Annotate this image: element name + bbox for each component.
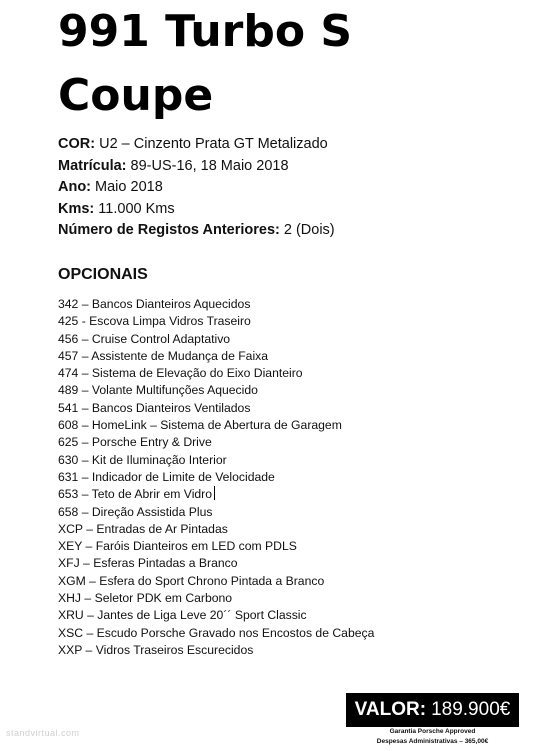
option-item: 342 – Bancos Dianteiros Aquecidos: [58, 297, 251, 311]
spec-color: [58, 134, 528, 156]
spec-value: 11.000 Kms: [94, 200, 175, 217]
title-line-1: 991 Turbo S: [58, 6, 353, 57]
option-item: 457 – Assistente de Mudança de Faixa: [58, 348, 269, 363]
spec-key: Kms:: [58, 200, 95, 217]
spec-key: Ano:: [58, 179, 92, 195]
title-line-2: Coupe: [58, 70, 214, 121]
option-item: XRU – Jantes de Liga Leve 20´´ Sport Classic: [58, 608, 307, 623]
spec-year: [58, 177, 528, 199]
option-item-text: 653 – Teto de Abrir em Vidro: [58, 487, 213, 502]
price-footnotes: [346, 727, 519, 747]
option-item: 425 - Escova Limpa Vidros Traseiro: [58, 314, 251, 329]
option-item: 631 – Indicador de Limite de Velocidade: [58, 469, 275, 484]
option-item: 541 – Bancos Dianteiros Ventilados: [58, 400, 251, 415]
option-item: XHJ – Seletor PDK em Carbono: [58, 591, 233, 606]
spec-value: 89-US-16, 18 Maio 2018: [126, 157, 289, 174]
spec-value: Maio 2018: [91, 179, 163, 195]
options-list: [58, 296, 374, 659]
option-item: XGM – Esfera do Sport Chrono Pintada a Branco: [58, 573, 325, 588]
spec-mileage: [58, 199, 528, 221]
option-item: 608 – HomeLink – Sistema de Abertura de Garagem: [58, 418, 342, 433]
spec-value: U2 – Cinzento Prata GT Metalizado: [95, 136, 328, 152]
text-cursor: [214, 486, 215, 500]
spec-key: Número de Registos Anteriores:: [58, 222, 280, 238]
option-item: 625 – Porsche Entry & Drive: [58, 435, 212, 450]
option-item: 630 – Kit de Iluminação Interior: [58, 452, 227, 467]
spec-registration: [58, 156, 528, 178]
option-item: [58, 486, 374, 503]
option-item: 456 – Cruise Control Adaptativo: [58, 331, 231, 346]
option-item: XCP – Entradas de Ar Pintadas: [58, 521, 228, 536]
price-amount: 189.900€: [431, 699, 511, 720]
spec-previous-owners: [58, 220, 528, 242]
option-item: XSC – Escudo Porsche Gravado nos Encostos de Cabeça: [58, 625, 375, 640]
option-item: 489 – Volante Multifunções Aquecido: [58, 383, 258, 398]
option-item: XXP – Vidros Traseiros Escurecidos: [58, 642, 254, 657]
admin-fees-note: Despesas Administrativas – 365,00€: [376, 738, 489, 745]
option-item: 658 – Direção Assistida Plus: [58, 504, 213, 519]
specs-block: [58, 134, 528, 242]
option-item: 474 – Sistema de Elevação do Eixo Dianteiro: [58, 366, 303, 381]
option-item: XFJ – Esferas Pintadas a Branco: [58, 556, 238, 571]
watermark: standvirtual.com: [6, 728, 80, 738]
spec-value: 2 (Dois): [279, 222, 335, 238]
warranty-note: Garantia Porsche Approved: [389, 728, 476, 735]
spec-key: COR:: [58, 136, 96, 152]
price-label: VALOR:: [354, 699, 427, 720]
option-item: XEY – Faróis Dianteiros em LED com PDLS: [58, 539, 297, 554]
title: [58, 0, 352, 128]
options-heading: OPCIONAIS: [58, 266, 148, 283]
spec-key: Matrícula:: [58, 157, 127, 174]
price-box: [346, 693, 519, 727]
